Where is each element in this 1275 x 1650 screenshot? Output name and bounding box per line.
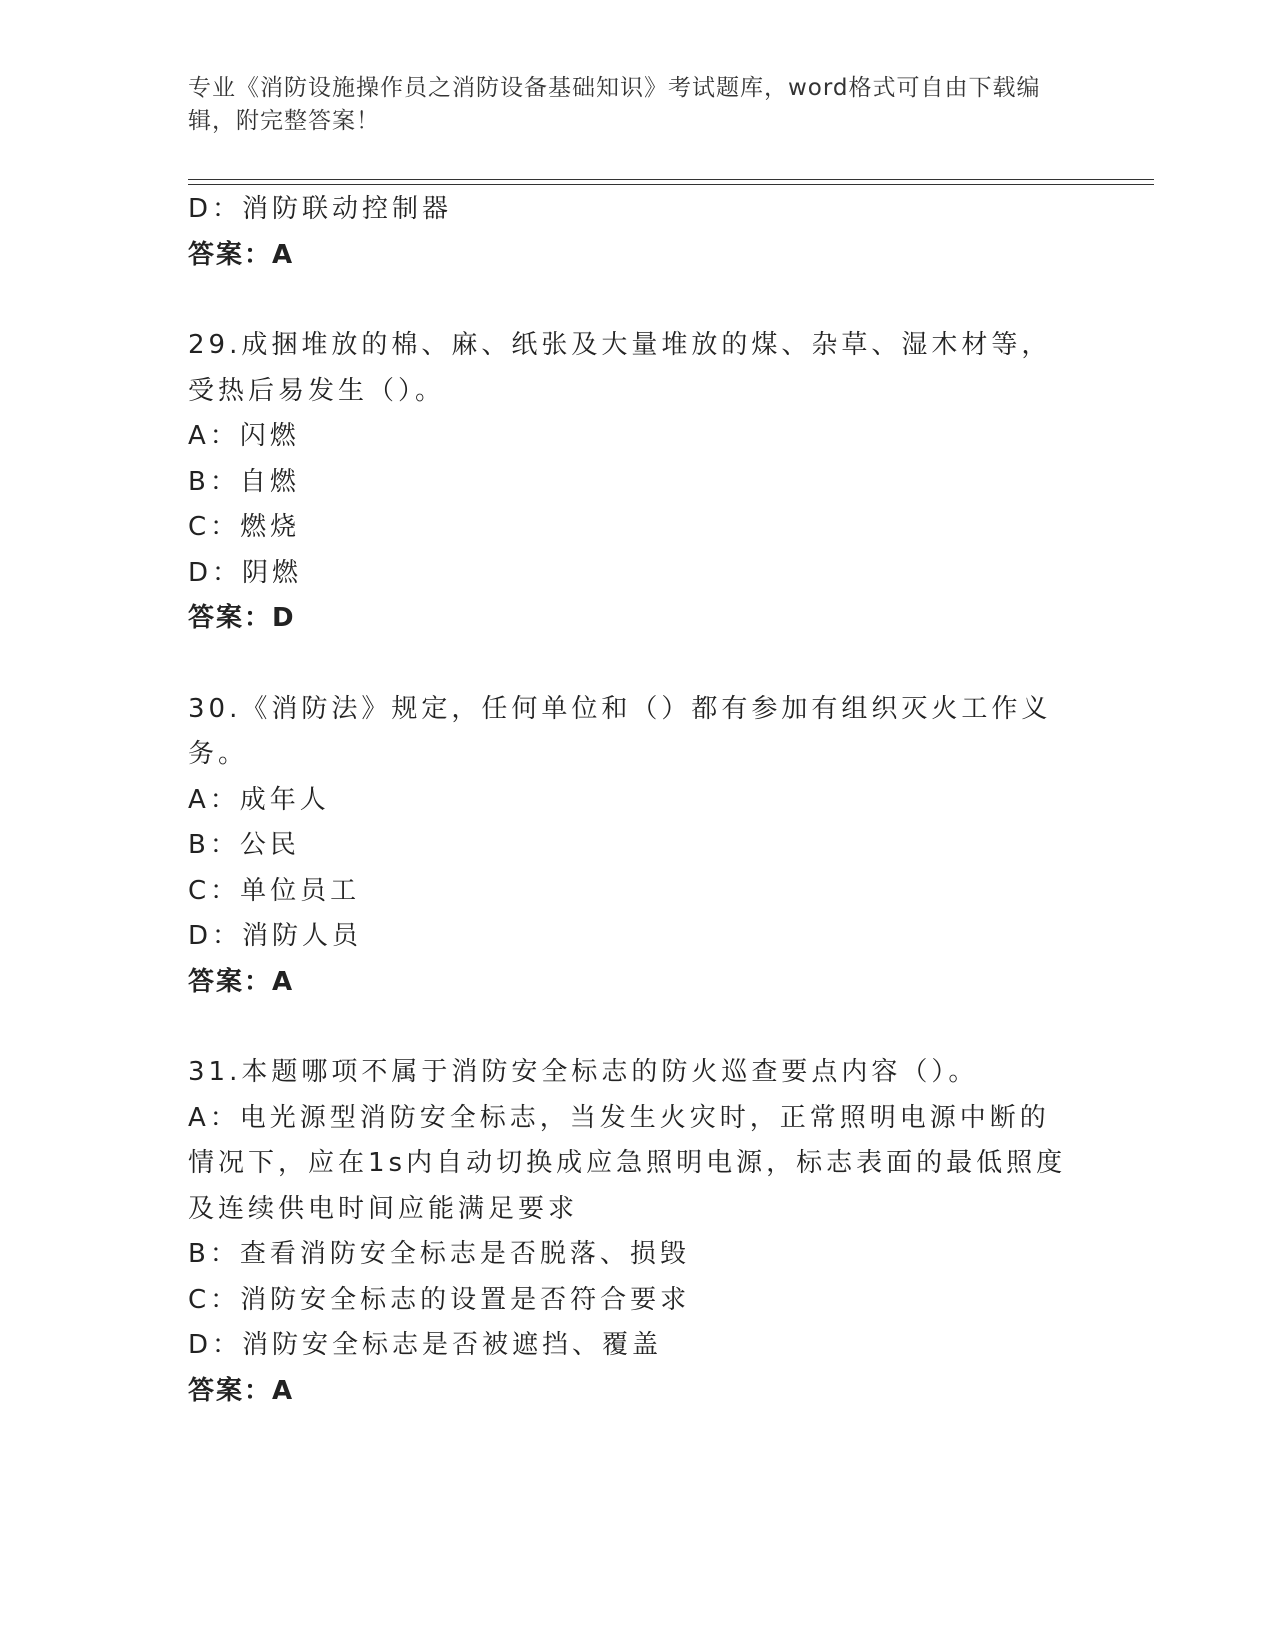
question-stem: 30.《消防法》规定，任何单位和（）都有参加有组织灭火工作义务。 — [188, 693, 1052, 769]
option-d: D：阴燃 — [188, 557, 303, 588]
answer: 答案：A — [188, 966, 295, 997]
option-b: B：自燃 — [188, 466, 300, 497]
option-b: B：查看消防安全标志是否脱落、损毁 — [188, 1239, 690, 1269]
question-list — [188, 187, 1088, 1414]
question-stem: 29.成捆堆放的棉、麻、纸张及大量堆放的煤、杂草、湿木材等，受热后易发生（）。 — [188, 330, 1052, 406]
answer: 答案：A — [188, 1375, 295, 1406]
header-divider-top — [188, 179, 1154, 180]
answer: 答案：D — [188, 603, 296, 633]
option-a: A：电光源型消防安全标志，当发生火灾时，正常照明电源中断的情况下，应在1s内自动切换成应急照明电源，标志表面的最低照度及连续供电时间应能满足要求 — [188, 1102, 1067, 1224]
question-stem: 31.本题哪项不属于消防安全标志的防火巡查要点内容（）。 — [188, 1057, 979, 1087]
option-d: D：消防人员 — [188, 921, 363, 951]
document-header-note: 专业《消防设施操作员之消防设备基础知识》考试题库，word格式可自由下载编辑，附完整答案！ — [188, 75, 1041, 134]
option-c: C：单位员工 — [188, 875, 361, 906]
option-a: A：成年人 — [188, 784, 330, 815]
question-29 — [188, 323, 1088, 642]
option-b: B：公民 — [188, 830, 300, 860]
option-d: D：消防安全标志是否被遮挡、覆盖 — [188, 1330, 663, 1360]
option-c: C：燃烧 — [188, 512, 301, 542]
question-31 — [188, 1050, 1088, 1414]
question-28-tail — [188, 187, 1088, 278]
question-30 — [188, 687, 1088, 1006]
option-d: D：消防联动控制器 — [188, 194, 453, 224]
header-divider-bottom — [188, 184, 1154, 185]
option-a: A：闪燃 — [188, 421, 300, 451]
option-c: C：消防安全标志的设置是否符合要求 — [188, 1284, 691, 1315]
answer: 答案：A — [188, 239, 295, 270]
